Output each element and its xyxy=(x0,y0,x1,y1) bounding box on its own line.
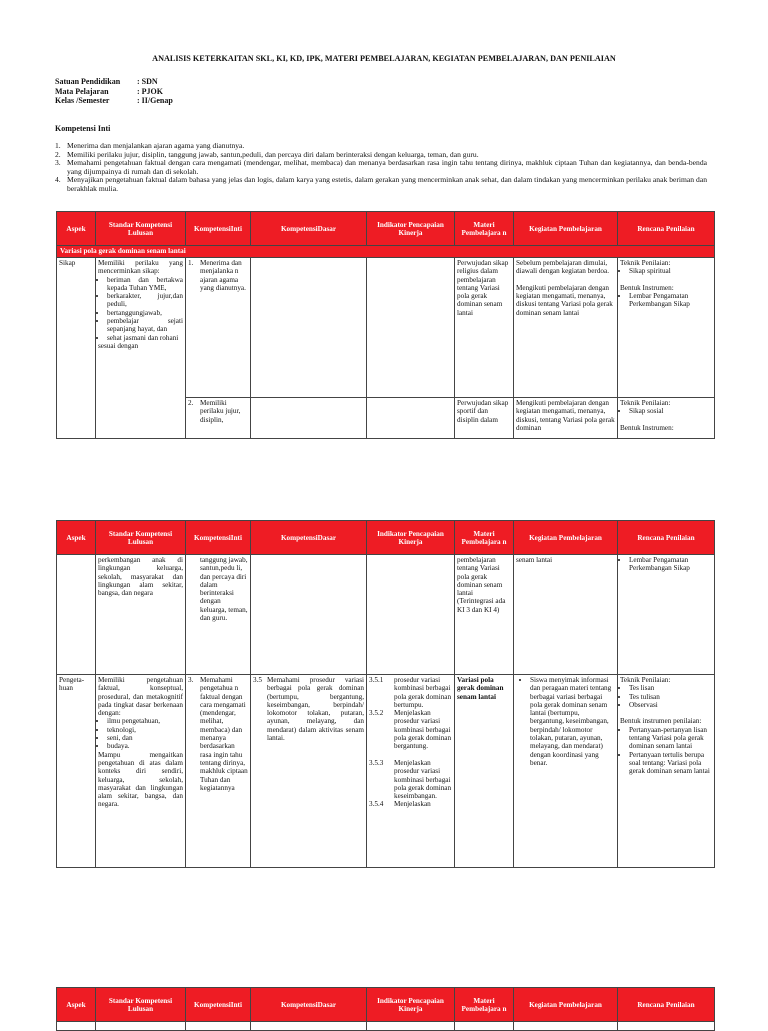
meta-value: : SDN xyxy=(137,77,158,86)
header-penilaian: Rencana Penilaian xyxy=(618,212,715,246)
ki-cell xyxy=(186,675,251,868)
skl-item: • beriman dan bertakwa kepada Tuhan YME, xyxy=(107,276,183,293)
kd-text: Memahami prosedur variasi berbagai pola gerak dominan (bertumpu, bergantung, keseimbangan, berpindah/ lokomotor tolakan, putaran, ayunan, melayang, dan mendarat) dalam aktivitas senam lantai. xyxy=(267,676,364,743)
ipk-item xyxy=(369,759,452,800)
header-kegiatan: Kegiatan Pembelajaran xyxy=(514,212,618,246)
skl-tail: Mampu mengaitkan pengetahuan di atas dalam konteks diri sendiri, keluarga, sekolah, masyarakat dan lingkungan alam sekitar, bangsa, dan negara. xyxy=(98,750,183,809)
ki-text: Menerima dan menjalanka n ajaran agama yang dianutnya. xyxy=(200,259,246,292)
materi-cell: Perwujudan sikap sportif dan disiplin dalam xyxy=(455,398,514,439)
meta-key: Satuan Pendidikan xyxy=(55,77,121,86)
meta-row xyxy=(55,87,173,97)
teknik-item: • Sikap spiritual xyxy=(629,267,712,275)
ipk-number: 3.5.3 xyxy=(369,758,384,767)
instrumen-item: • Lembar Pengamatan Perkembangan Sikap xyxy=(629,292,712,309)
ipk-text: prosedur variasi kombinasi berbagai pola gerak dominan bertumpu. xyxy=(394,676,452,709)
materi-cell: pembelajaran tentang Variasi pola gerak dominan senam lantai (Terintegrasi ada KI 3 dan KI 4) xyxy=(455,555,514,675)
document-title: ANALISIS KETERKAITAN SKL, KI, KD, IPK, MATERI PEMBELAJARAN, KEGIATAN PEMBELAJARAN, DAN PENILAIAN xyxy=(152,54,616,63)
meta-block xyxy=(55,77,173,106)
skl-list xyxy=(98,717,183,750)
section-row xyxy=(57,246,715,258)
header-ki: KompetensiInti xyxy=(186,521,251,555)
ki-number: 3. xyxy=(188,676,194,684)
ipk-item xyxy=(369,676,452,709)
header-skl: Standar Kompetensi Lulusan xyxy=(96,988,186,1022)
meta-value: : II/Genap xyxy=(137,96,173,105)
table-row xyxy=(57,1022,715,1031)
penilaian-cell xyxy=(618,555,715,675)
ipk-number: 3.5.4 xyxy=(369,800,384,809)
header-kd: KompetensiDasar xyxy=(251,988,367,1022)
meta-value: : PJOK xyxy=(137,86,163,96)
ki-number: 3. xyxy=(55,158,61,168)
skl-item: • bertanggungjawab, xyxy=(107,309,183,317)
ipk-cell xyxy=(367,258,455,398)
teknik-label: Teknik Penilaian: xyxy=(620,259,671,267)
materi-cell: Perwujudan sikap religius dalam pembelajaran tentang Variasi pola gerak dominan senam lantai xyxy=(455,258,514,398)
analysis-table-page-1 xyxy=(56,211,715,439)
penilaian-cell xyxy=(618,258,715,398)
kegiatan-cell xyxy=(514,675,618,868)
skl-cell xyxy=(96,258,186,439)
instrumen-label: Bentuk Instrumen: xyxy=(620,283,674,292)
instrumen-label: Bentuk instrumen penilaian: xyxy=(620,717,702,726)
skl-cell: perkembangan anak di lingkungan keluarga, sekolah, masyarakat dan lingkungan alam sekitar, bangsa, dan negara xyxy=(96,555,186,675)
ki-text: Memiliki perilaku jujur, disiplin, tanggung jawab, santun,peduli, dan percaya diri dalam berinteraksi dengan keluarga, teman, dan guru. xyxy=(67,149,479,159)
kegiatan-text: Mengikuti pembelajaran dengan kegiatan mengamati, menanya, diskusi tentang Variasi pola gerak dominan senam lantai xyxy=(516,283,613,317)
header-skl: Standar Kompetensi Lulusan xyxy=(96,521,186,555)
skl-item: • budaya. xyxy=(107,742,183,750)
meta-row xyxy=(55,77,173,87)
kegiatan-text: Sebelum pembelajaran dimulai, diawali dengan kegiatan berdoa. xyxy=(516,259,609,276)
ki-cell xyxy=(186,555,251,675)
section-title: Variasi pola gerak dominan senam lantai xyxy=(57,246,715,258)
table-header-row xyxy=(57,521,715,555)
skl-item: • berkarakter, jujur,dan peduli, xyxy=(107,292,183,309)
kd-cell xyxy=(251,258,367,398)
header-skl: Standar Kompetensi Lulusan xyxy=(96,212,186,246)
ki-item xyxy=(55,176,707,193)
kompetensi-inti-heading: Kompetensi Inti xyxy=(55,124,111,133)
ki-number: 4. xyxy=(55,175,61,185)
penilaian-cell xyxy=(618,398,715,439)
table-row xyxy=(57,258,715,398)
ki-number: 2. xyxy=(188,399,194,407)
instrumen-item: • Pertanyaan-pertanyan lisan tentang Variasi pola gerak dominan senam lantai xyxy=(629,726,712,751)
instrumen-list xyxy=(620,556,712,573)
meta-row xyxy=(55,96,173,106)
header-aspek: Aspek xyxy=(57,212,96,246)
header-aspek: Aspek xyxy=(57,521,96,555)
header-ipk: Indikator Pencapaian Kinerja xyxy=(367,212,455,246)
ki-number: 1. xyxy=(188,259,194,267)
instrumen-label: Bentuk Instrumen: xyxy=(620,423,674,432)
table-row xyxy=(57,675,715,868)
teknik-label: Teknik Penilaian: xyxy=(620,399,671,407)
ipk-cell xyxy=(367,675,455,868)
teknik-item: • Tes tulisan xyxy=(629,693,712,701)
teknik-label: Teknik Penilaian: xyxy=(620,676,671,684)
kompetensi-inti-list xyxy=(55,142,707,194)
header-materi: Materi Pembelajara n xyxy=(455,988,514,1022)
aspek-cell xyxy=(57,555,96,675)
header-ki: KompetensiInti xyxy=(186,988,251,1022)
ipk-cell xyxy=(367,398,455,439)
ki-text: tanggung jawab, santun,pedu li, dan percaya diri dalam berinteraksi dengan keluarga, teman, dan guru. xyxy=(200,556,248,623)
teknik-list xyxy=(620,684,712,709)
table-header-row xyxy=(57,212,715,246)
instrumen-item: • Lembar Pengamatan Perkembangan Sikap xyxy=(629,556,712,573)
instrumen-item: • Pertanyaan tertulis berupa soal tentang: Variasi pola gerak dominan senam lantai xyxy=(629,751,712,776)
ki-cell xyxy=(186,398,251,439)
meta-key: Mata Pelajaran xyxy=(55,86,109,96)
skl-intro: Memiliki perilaku yang mencerminkan sikap: xyxy=(98,259,183,276)
aspek-cell: Sikap xyxy=(57,258,96,439)
kegiatan-item: • Siswa menyimak informasi dan peragaan materi tentang berbagai variasi berbagai pola gerak dominan senam lantai (bertumpu, bergantung, keseimbangan, berpindah/ lokomotor tolakan, putaran, ayunan, melayang, dan mendarat) dengan koordinasi yang benar. xyxy=(530,676,615,767)
skl-item: • ilmu pengetahuan, xyxy=(107,717,183,725)
kd-cell xyxy=(251,555,367,675)
teknik-item: • Observasi xyxy=(629,701,712,709)
ipk-text: Menjelaskan prosedur variasi kombinasi berbagai pola gerak dominan bergantung. xyxy=(394,709,452,751)
skl-item: • pembelajar sejati sepanjang hayat, dan xyxy=(107,317,183,334)
kegiatan-list xyxy=(516,676,615,767)
table-header-row xyxy=(57,988,715,1022)
ipk-text: Menjelaskan prosedur variasi kombinasi berbagai pola gerak dominan keseimbangan. xyxy=(394,758,452,801)
skl-item: • sehat jasmani dan rohani xyxy=(107,334,183,342)
skl-tail: sesuai dengan xyxy=(98,341,139,350)
instrumen-list xyxy=(620,726,712,776)
teknik-item: • Tes lisan xyxy=(629,684,712,692)
kegiatan-cell: Mengikuti pembelajaran dengan kegiatan mengamati, menanya, diskusi, tentang Variasi pola gerak dominan xyxy=(514,398,618,439)
ipk-number: 3.5.2 xyxy=(369,709,384,718)
analysis-table-page-2 xyxy=(56,520,715,868)
ki-cell xyxy=(186,258,251,398)
kd-number: 3.5 xyxy=(253,676,262,684)
ki-text: Memahami pengetahuan faktual dengan cara mengamati (mendengar, melihat, membaca) dan menanya berdasarkan rasa ingin tahu tentang dirinya, makhluk ciptaan Tuhan dan kegiatannya, dan benda-benda yang dijumpainya di rumah dan di sekolah. xyxy=(67,158,707,176)
ipk-item xyxy=(369,800,452,808)
skl-item: • teknologi, xyxy=(107,726,183,734)
ki-text: Menerima dan menjalankan ajaran agama yang dianutnya. xyxy=(67,141,245,150)
skl-intro: Memiliki pengetahuan faktual, konseptual, prosedural, dan metakognitif pada tingkat dasar berkenaan dengan: xyxy=(98,676,183,718)
ipk-text: Menjelaskan xyxy=(394,800,431,809)
ipk-number: 3.5.1 xyxy=(369,676,384,684)
meta-key: Kelas /Semester xyxy=(55,96,110,105)
penilaian-cell xyxy=(618,675,715,868)
skl-item: • seni, dan xyxy=(107,734,183,742)
header-kegiatan: Kegiatan Pembelajaran xyxy=(514,521,618,555)
header-kd: KompetensiDasar xyxy=(251,521,367,555)
header-ki: KompetensiInti xyxy=(186,212,251,246)
header-kd: KompetensiDasar xyxy=(251,212,367,246)
analysis-table-page-3 xyxy=(56,987,715,1031)
aspek-cell: Pengeta-huan xyxy=(57,675,96,868)
ipk-cell xyxy=(367,555,455,675)
header-materi: Materi Pembelajara n xyxy=(455,212,514,246)
ki-text: Memiliki perilaku jujur, disiplin, xyxy=(200,399,241,424)
kegiatan-cell: senam lantai xyxy=(514,555,618,675)
ki-number: 1. xyxy=(55,141,61,150)
kegiatan-cell xyxy=(514,258,618,398)
ki-text: Memahami pengetahua n faktual dengan cara mengamati (mendengar, melihat, membaca) dan menanya berdasarkan rasa ingin tahu tentang dirinya, makhluk ciptaan Tuhan dan kegiatannya xyxy=(200,676,248,792)
kd-cell xyxy=(251,398,367,439)
header-aspek: Aspek xyxy=(57,988,96,1022)
header-ipk: Indikator Pencapaian Kinerja xyxy=(367,521,455,555)
table-row xyxy=(57,555,715,675)
materi-cell: Variasi pola gerak dominan senam lantai xyxy=(455,675,514,868)
teknik-item: • Sikap sosial xyxy=(629,407,712,415)
skl-cell xyxy=(96,675,186,868)
header-penilaian: Rencana Penilaian xyxy=(618,521,715,555)
header-ipk: Indikator Pencapaian Kinerja xyxy=(367,988,455,1022)
ipk-item xyxy=(369,709,452,750)
instrumen-list xyxy=(620,292,712,309)
kd-cell xyxy=(251,675,367,868)
header-kegiatan: Kegiatan Pembelajaran xyxy=(514,988,618,1022)
ki-text: Menyajikan pengetahuan faktual dalam bahasa yang jelas dan logis, dalam karya yang estetis, dalam gerakan yang mencerminkan anak sehat, dan dalam tindakan yang mencerminkan perilaku anak beriman dan berakhlak mulia. xyxy=(67,175,707,193)
header-materi: Materi Pembelajara n xyxy=(455,521,514,555)
teknik-list xyxy=(620,407,712,415)
teknik-list xyxy=(620,267,712,275)
header-penilaian: Rencana Penilaian xyxy=(618,988,715,1022)
ki-number: 2. xyxy=(55,149,61,159)
ki-item xyxy=(55,159,707,176)
skl-list xyxy=(98,276,183,342)
